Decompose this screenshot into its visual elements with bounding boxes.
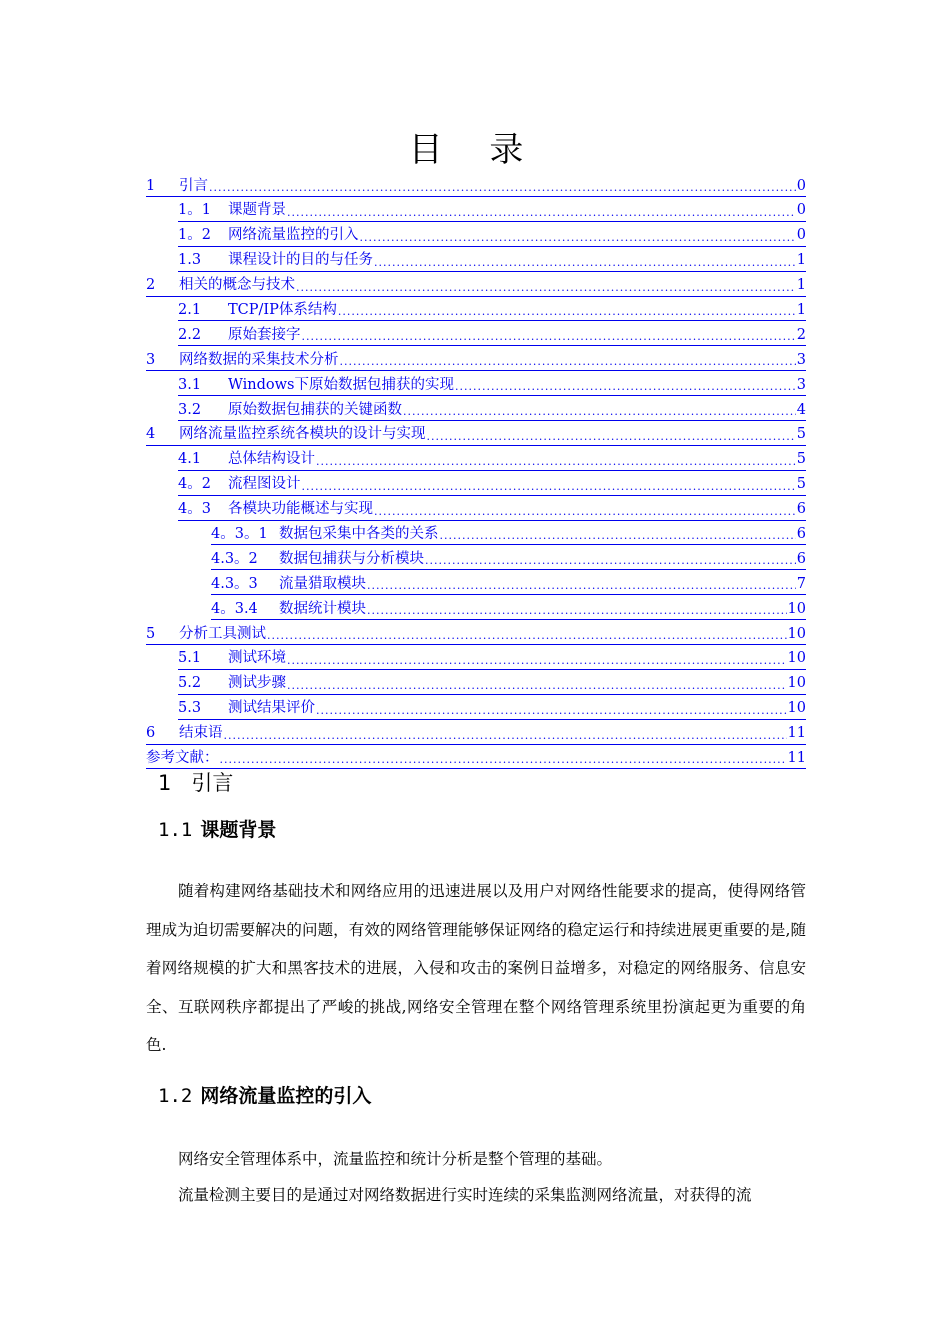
toc-link[interactable]	[146, 350, 806, 371]
toc-leader-dots	[296, 280, 796, 296]
toc-page-number: 5	[796, 426, 806, 443]
toc-entry[interactable]	[146, 498, 806, 523]
toc-number: 4。3	[178, 501, 211, 518]
toc-number: 4.3。3	[211, 575, 258, 592]
toc-title: 原始套接字	[228, 326, 301, 343]
toc-link[interactable]	[211, 599, 806, 620]
toc-title: 课题背景	[228, 202, 286, 219]
toc-entry[interactable]	[146, 174, 806, 199]
toc-leader-dots	[302, 479, 796, 495]
toc-title: 测试环境	[228, 650, 286, 667]
toc-leader-dots	[338, 304, 796, 320]
paragraph-intro-2: 流量检测主要目的是通过对网络数据进行实时连续的采集监测网络流量，对获得的流	[178, 1186, 752, 1204]
toc-entry[interactable]	[146, 373, 806, 398]
toc-number: 5	[146, 625, 156, 642]
toc-entry[interactable]	[146, 622, 806, 647]
toc-title: TCP/IP体系结构	[228, 302, 337, 318]
toc-title: 引言	[179, 177, 208, 194]
subsection-number: 1.2	[158, 1085, 193, 1107]
toc-leader-dots	[367, 603, 787, 619]
toc-title: 相关的概念与技术	[179, 277, 295, 294]
toc-number: 2.2	[178, 326, 202, 343]
toc-page-number: 1	[796, 252, 806, 269]
toc-link[interactable]	[178, 201, 806, 222]
toc-leader-dots	[340, 354, 796, 370]
toc-page-number: 11	[787, 725, 806, 742]
section-number: 1	[158, 771, 172, 795]
toc-page-number: 7	[796, 575, 806, 592]
toc-entry[interactable]	[146, 722, 806, 747]
toc-leader-dots	[316, 454, 796, 470]
toc-number: 1。1	[178, 202, 211, 219]
toc-number: 4。2	[178, 476, 211, 493]
toc-number: 2	[146, 277, 156, 294]
section-title: 引言	[191, 771, 234, 795]
toc-entry[interactable]	[146, 647, 806, 672]
subsection-heading-1-2	[158, 1082, 371, 1110]
toc-leader-dots	[360, 230, 796, 246]
toc-link[interactable]	[178, 699, 806, 720]
toc-entry[interactable]	[146, 746, 806, 771]
toc-page-number: 6	[796, 526, 806, 543]
toc-link[interactable]	[178, 674, 806, 695]
toc-number: 4.3。2	[211, 550, 258, 567]
toc-leader-dots	[220, 752, 787, 768]
toc-title: 各模块功能概述与实现	[228, 501, 373, 518]
toc-title: 数据包采集中各类的关系	[279, 526, 439, 543]
toc-leader-dots	[209, 180, 796, 196]
toc-entry[interactable]	[146, 398, 806, 423]
toc-link[interactable]	[178, 226, 806, 247]
toc-leader-dots	[427, 429, 796, 445]
toc-title: 原始数据包捕获的关键函数	[228, 401, 402, 418]
toc-entry[interactable]	[146, 423, 806, 448]
toc-leader-dots	[374, 504, 796, 520]
toc-leader-dots	[316, 703, 787, 719]
toc-link[interactable]	[211, 574, 806, 595]
toc-title: 网络流量监控系统各模块的设计与实现	[179, 426, 426, 443]
toc-number: 5.3	[178, 700, 202, 717]
toc-leader-dots	[440, 528, 796, 544]
toc-title: 测试结果评价	[228, 700, 315, 717]
toc-leader-dots	[287, 678, 787, 694]
toc-title: 分析工具测试	[179, 625, 266, 642]
toc-leader-dots	[367, 578, 796, 594]
toc-number: 3.1	[178, 376, 202, 393]
toc-number: 4.1	[178, 451, 202, 468]
toc-page-number: 5	[796, 476, 806, 493]
toc-page-number: 6	[796, 550, 806, 567]
toc-leader-dots	[455, 379, 796, 395]
subsection-title: 网络流量监控的引入	[200, 1085, 372, 1107]
toc-page-number: 10	[787, 600, 806, 617]
toc-link[interactable]	[146, 748, 806, 769]
toc-page-number: 6	[796, 501, 806, 518]
toc-entry[interactable]	[146, 323, 806, 348]
toc-title: 参考文献：	[146, 750, 219, 767]
toc-page-number: 3	[796, 351, 806, 368]
page-title: 目 录	[408, 130, 542, 170]
toc-number: 4	[146, 426, 156, 443]
toc-title: 测试步骤	[228, 675, 286, 692]
toc-number: 3.2	[178, 401, 202, 418]
toc-entry[interactable]	[146, 348, 806, 373]
toc-number: 5.1	[178, 650, 202, 667]
toc-entry[interactable]	[146, 274, 806, 299]
toc-link[interactable]	[178, 375, 806, 396]
toc-number: 6	[146, 725, 156, 742]
toc-link[interactable]	[211, 524, 806, 545]
toc-page-number: 0	[796, 227, 806, 244]
paragraph-background: 随着构建网络基础技术和网络应用的迅速进展以及用户对网络性能要求的提高，使得网络管理成为迫切需要解决的问题，有效的网络管理能够保证网络的稳定运行和持续进展更重要的是,随着网络规模的扩大和黑客技术的进展，入侵和攻击的案例日益增多，对稳定的网络服务、信息安全、互联网秩序都提出了严峻的挑战,网络安全管理在整个网络管理系统里扮演起更为重要的角色.	[146, 882, 806, 1054]
toc-leader-dots	[403, 404, 796, 420]
toc-page-number: 11	[787, 750, 806, 767]
toc-link[interactable]	[178, 475, 806, 496]
toc-leader-dots	[287, 653, 787, 669]
toc-number: 1.3	[178, 252, 202, 269]
toc-title: 总体结构设计	[228, 451, 315, 468]
toc-page-number: 10	[787, 625, 806, 642]
toc-title: 流量猎取模块	[279, 575, 366, 592]
toc-leader-dots	[425, 553, 796, 569]
toc-page-number: 5	[796, 451, 806, 468]
toc-leader-dots	[224, 728, 787, 744]
toc-entry[interactable]	[146, 697, 806, 722]
toc-link[interactable]	[211, 549, 806, 570]
toc-entry[interactable]	[146, 224, 806, 249]
toc-entry[interactable]	[146, 522, 806, 547]
toc-entry[interactable]	[146, 199, 806, 224]
toc-entry[interactable]	[146, 572, 806, 597]
toc-title: 结束语	[179, 725, 223, 742]
toc-title: 网络流量监控的引入	[228, 227, 359, 244]
toc-number: 5.2	[178, 675, 202, 692]
toc-link[interactable]	[178, 251, 806, 272]
paragraph-intro-1: 网络安全管理体系中，流量监控和统计分析是整个管理的基础。	[178, 1150, 613, 1168]
toc-entry[interactable]	[146, 448, 806, 473]
toc-entry[interactable]	[146, 298, 806, 323]
toc-title: 网络数据的采集技术分析	[179, 351, 339, 368]
toc-page-number: 3	[796, 376, 806, 393]
toc-link[interactable]	[146, 624, 806, 645]
toc-leader-dots	[302, 329, 796, 345]
toc-title: 数据包捕获与分析模块	[279, 550, 424, 567]
toc-number: 1	[146, 177, 156, 194]
table-of-contents	[146, 174, 806, 771]
toc-page-number: 1	[796, 277, 806, 294]
toc-entry[interactable]	[146, 672, 806, 697]
toc-link[interactable]	[146, 425, 806, 446]
toc-number: 4。3。1	[211, 526, 268, 543]
toc-link[interactable]	[146, 724, 806, 745]
subsection-title: 课题背景	[200, 819, 277, 841]
toc-link[interactable]	[178, 500, 806, 521]
toc-entry[interactable]	[146, 249, 806, 274]
toc-title: Windows下原始数据包捕获的实现	[228, 376, 454, 393]
section-heading-1	[158, 768, 233, 798]
toc-number: 4。3.4	[211, 600, 258, 617]
toc-number: 2.1	[178, 302, 202, 318]
toc-page-number: 0	[796, 177, 806, 194]
toc-page-number: 1	[796, 302, 806, 318]
toc-link[interactable]	[178, 450, 806, 471]
toc-entry[interactable]	[146, 473, 806, 498]
toc-page-number: 10	[787, 650, 806, 667]
toc-link[interactable]	[178, 649, 806, 670]
subsection-heading-1-1	[158, 816, 276, 844]
subsection-number: 1.1	[158, 819, 193, 841]
toc-number: 1。2	[178, 227, 211, 244]
toc-link[interactable]	[178, 400, 806, 421]
toc-link[interactable]	[146, 276, 806, 297]
toc-leader-dots	[267, 628, 787, 644]
toc-title: 数据统计模块	[279, 600, 366, 617]
toc-link[interactable]	[178, 300, 806, 321]
toc-link[interactable]	[146, 176, 806, 197]
toc-title: 流程图设计	[228, 476, 301, 493]
toc-number: 3	[146, 351, 156, 368]
toc-page-number: 0	[796, 202, 806, 219]
toc-link[interactable]	[178, 325, 806, 346]
toc-entry[interactable]	[146, 597, 806, 622]
toc-title: 课程设计的目的与任务	[228, 252, 373, 269]
toc-page-number: 2	[796, 326, 806, 343]
toc-page-number: 10	[787, 675, 806, 692]
toc-page-number: 4	[796, 401, 806, 418]
toc-entry[interactable]	[146, 547, 806, 572]
toc-leader-dots	[287, 205, 796, 221]
toc-leader-dots	[374, 255, 796, 271]
toc-page-number: 10	[787, 700, 806, 717]
